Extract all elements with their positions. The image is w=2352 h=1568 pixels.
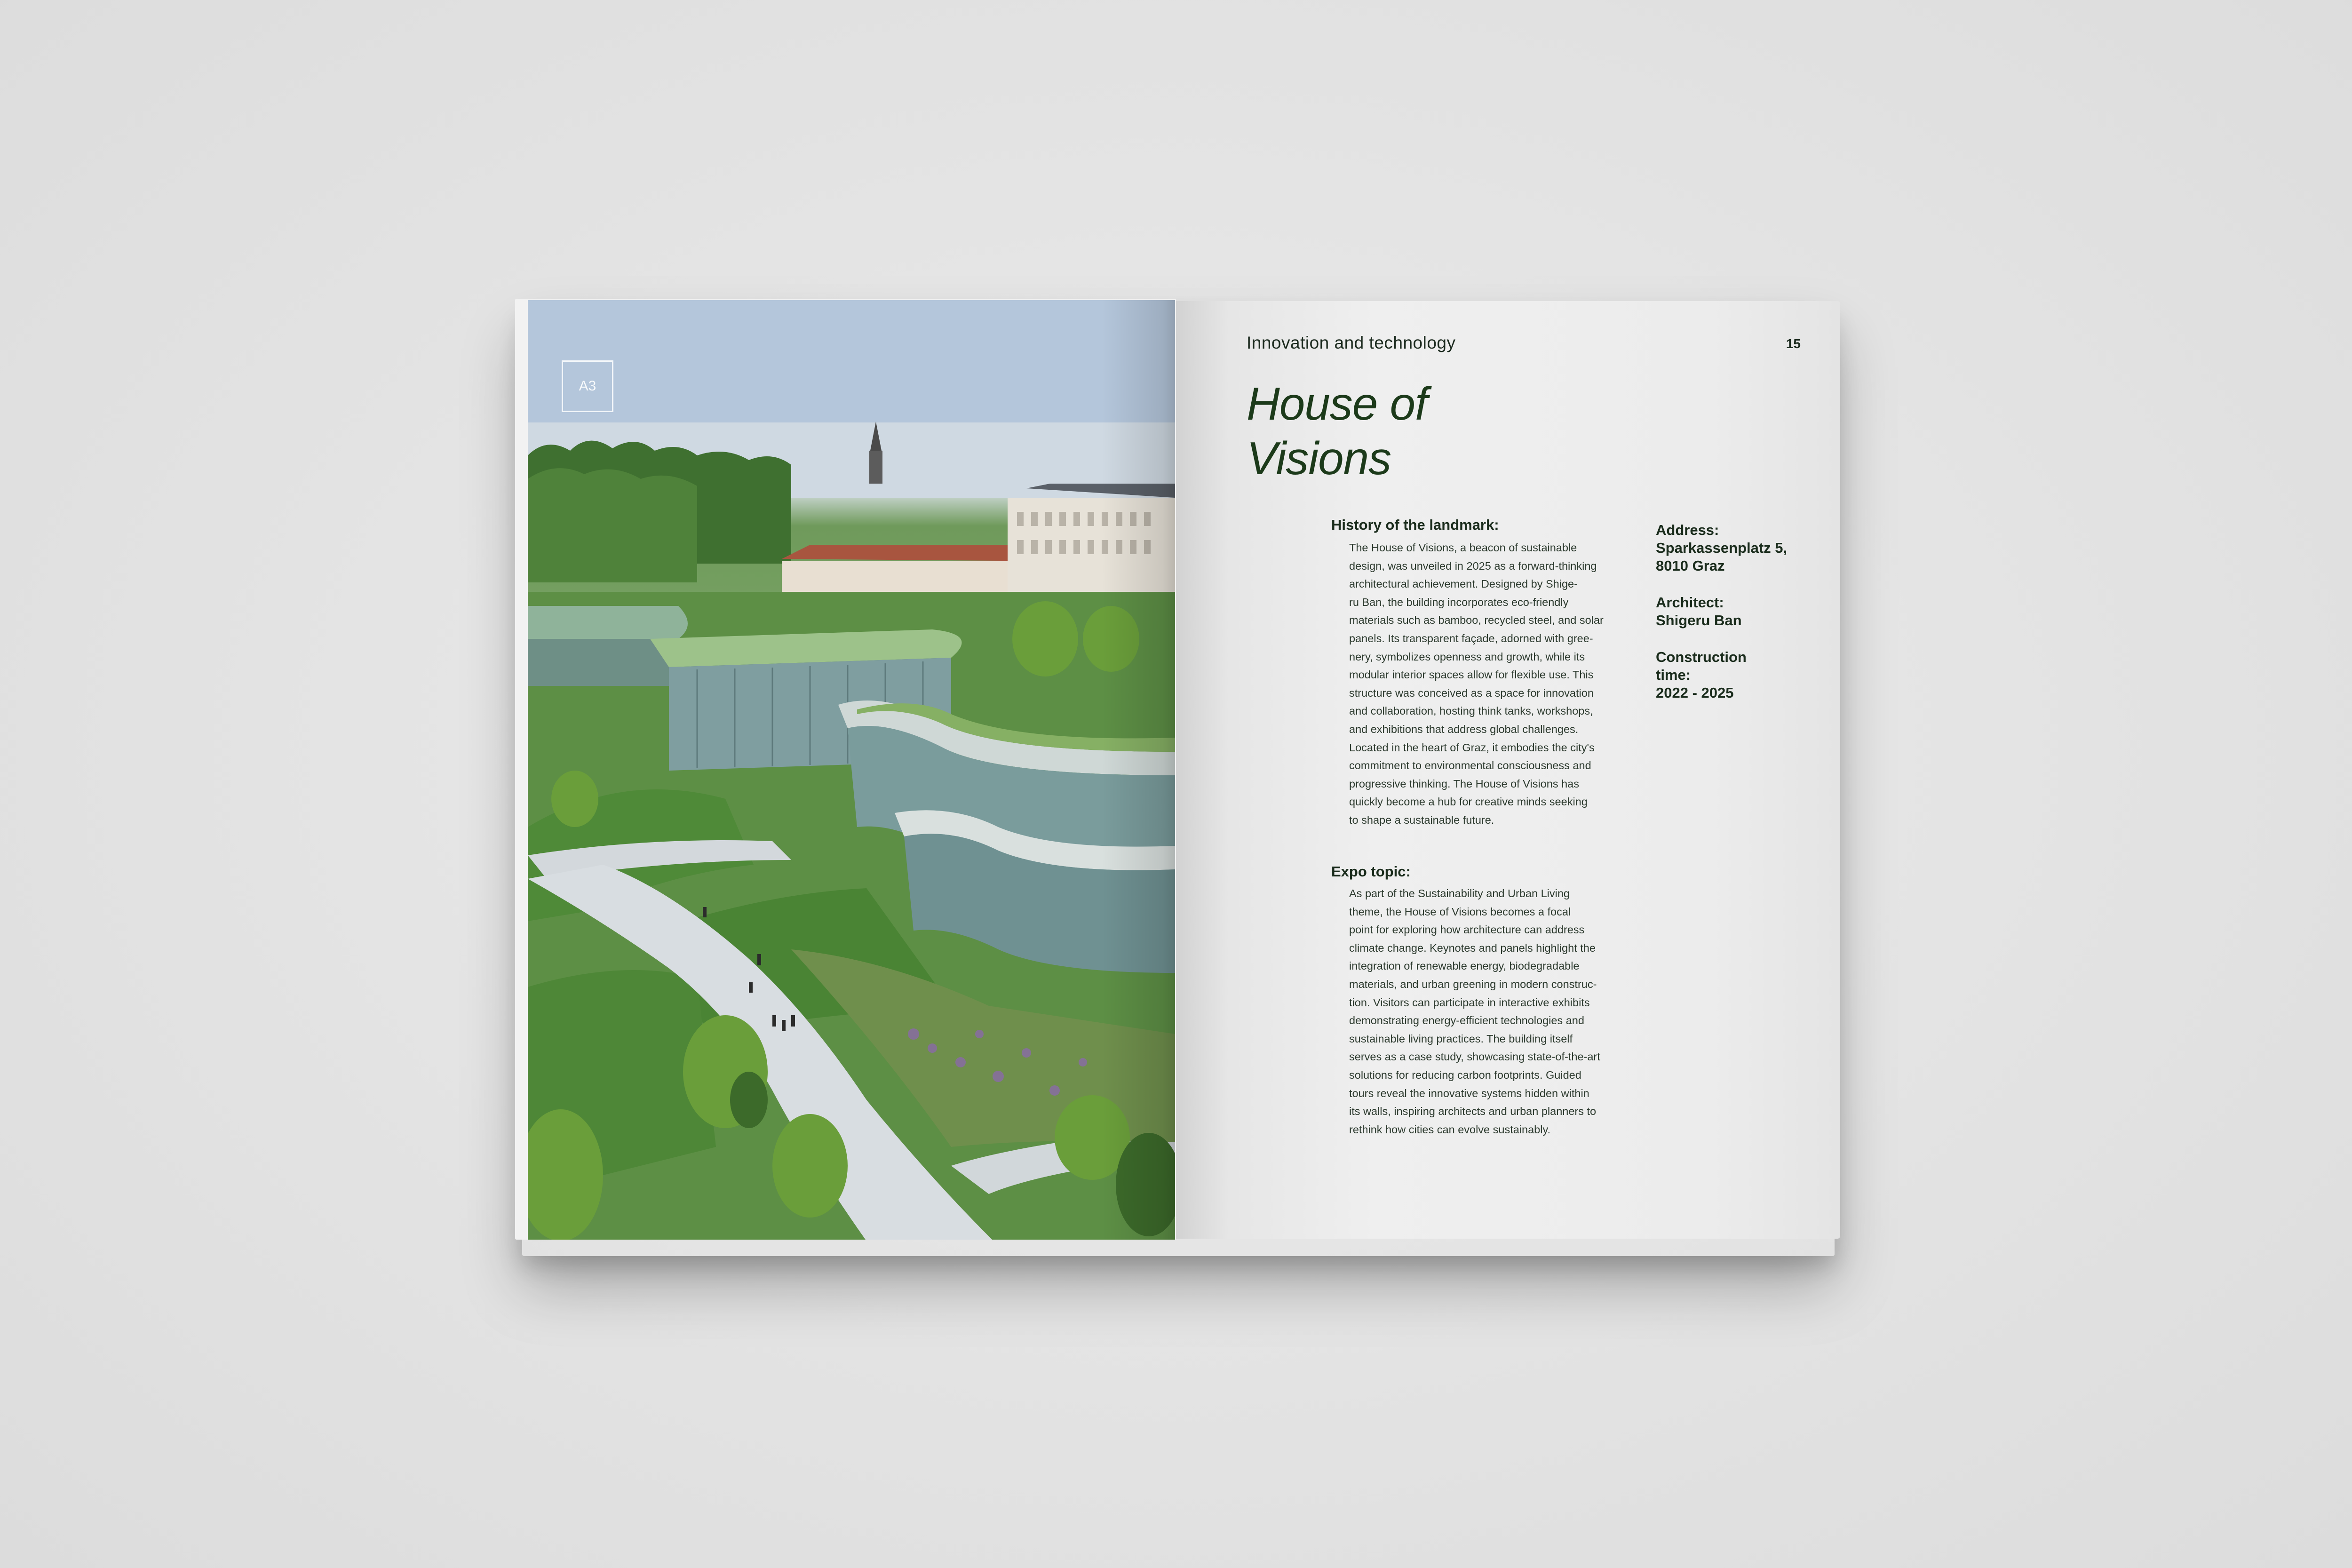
text-line: design, was unveiled in 2025 as a forward-thinking bbox=[1349, 559, 1597, 572]
text-line: and exhibitions that address global challenges. bbox=[1349, 723, 1579, 735]
title-line-2: Visions bbox=[1247, 432, 1391, 484]
text-line: demonstrating energy-efficient technologies and bbox=[1349, 1014, 1584, 1027]
text-line: tion. Visitors can participate in interactive exhibits bbox=[1349, 996, 1590, 1009]
section-header: Innovation and technology bbox=[1247, 333, 1456, 352]
fact-item bbox=[1656, 648, 1811, 702]
text-line: Located in the heart of Graz, it embodies the city's bbox=[1349, 741, 1595, 754]
expo-heading: Expo topic: bbox=[1331, 863, 1411, 880]
right-page bbox=[1176, 301, 1840, 1239]
text-line: tours reveal the innovative systems hidden within bbox=[1349, 1087, 1589, 1099]
text-line: point for exploring how architecture can address bbox=[1349, 923, 1585, 936]
text-line: theme, the House of Visions becomes a focal bbox=[1349, 905, 1571, 918]
history-heading: History of the landmark: bbox=[1331, 517, 1499, 533]
text-line: rethink how cities can evolve sustainably. bbox=[1349, 1123, 1551, 1136]
building-illustration bbox=[528, 300, 1175, 1240]
text-line: serves as a case study, showcasing state-of-the-art bbox=[1349, 1051, 1600, 1063]
fact-label: Address: bbox=[1656, 522, 1719, 538]
left-page bbox=[515, 299, 1176, 1240]
text-line: modular interior spaces allow for flexible use. This bbox=[1349, 669, 1594, 681]
text-line: nery, symbolizes openness and growth, while its bbox=[1349, 650, 1585, 663]
text-line: As part of the Sustainability and Urban Living bbox=[1349, 887, 1570, 899]
expo-paragraph bbox=[1349, 884, 1650, 1138]
text-line: its walls, inspiring architects and urban planners to bbox=[1349, 1105, 1597, 1118]
text-line: sustainable living practices. The building itself bbox=[1349, 1032, 1573, 1045]
text-line: and collaboration, hosting think tanks, workshops, bbox=[1349, 705, 1593, 717]
building-photo bbox=[528, 300, 1175, 1240]
text-line: quickly become a hub for creative minds seeking bbox=[1349, 796, 1588, 808]
title-line-1: House of bbox=[1247, 378, 1428, 430]
text-line: solutions for reducing carbon footprints. Guided bbox=[1349, 1068, 1581, 1081]
gutter-shade bbox=[1102, 300, 1175, 1240]
text-line: to shape a sustainable future. bbox=[1349, 813, 1494, 826]
text-line: materials, and urban greening in modern construc- bbox=[1349, 978, 1597, 990]
page-title bbox=[1247, 376, 1576, 486]
text-line: climate change. Keynotes and panels highlight the bbox=[1349, 941, 1596, 954]
fact-value: 2022 - 2025 bbox=[1656, 685, 1734, 701]
text-line: architectural achievement. Designed by Shige- bbox=[1349, 578, 1578, 590]
page-number: 15 bbox=[1786, 336, 1801, 351]
facts-column bbox=[1656, 521, 1811, 721]
text-line: ru Ban, the building incorporates eco-friendly bbox=[1349, 596, 1569, 608]
fact-value: time: bbox=[1656, 667, 1691, 683]
text-line: The House of Visions, a beacon of sustainable bbox=[1349, 541, 1577, 554]
fact-item bbox=[1656, 521, 1811, 575]
fact-value: Sparkassenplatz 5, bbox=[1656, 540, 1788, 556]
text-line: structure was conceived as a space for innovation bbox=[1349, 686, 1594, 699]
fact-item bbox=[1656, 594, 1811, 629]
fact-label: Architect: bbox=[1656, 594, 1724, 611]
fact-value: Shigeru Ban bbox=[1656, 612, 1742, 629]
page-tag: A3 bbox=[562, 360, 613, 412]
text-line: panels. Its transparent façade, adorned with gree- bbox=[1349, 632, 1593, 645]
text-line: commitment to environmental consciousness and bbox=[1349, 759, 1591, 772]
text-line: materials such as bamboo, recycled steel, and solar bbox=[1349, 614, 1604, 627]
fact-value: 8010 Graz bbox=[1656, 557, 1725, 574]
text-line: progressive thinking. The House of Visions has bbox=[1349, 777, 1579, 790]
history-paragraph bbox=[1349, 539, 1650, 829]
fact-label: Construction bbox=[1656, 649, 1747, 665]
text-line: integration of renewable energy, biodegradable bbox=[1349, 960, 1580, 972]
